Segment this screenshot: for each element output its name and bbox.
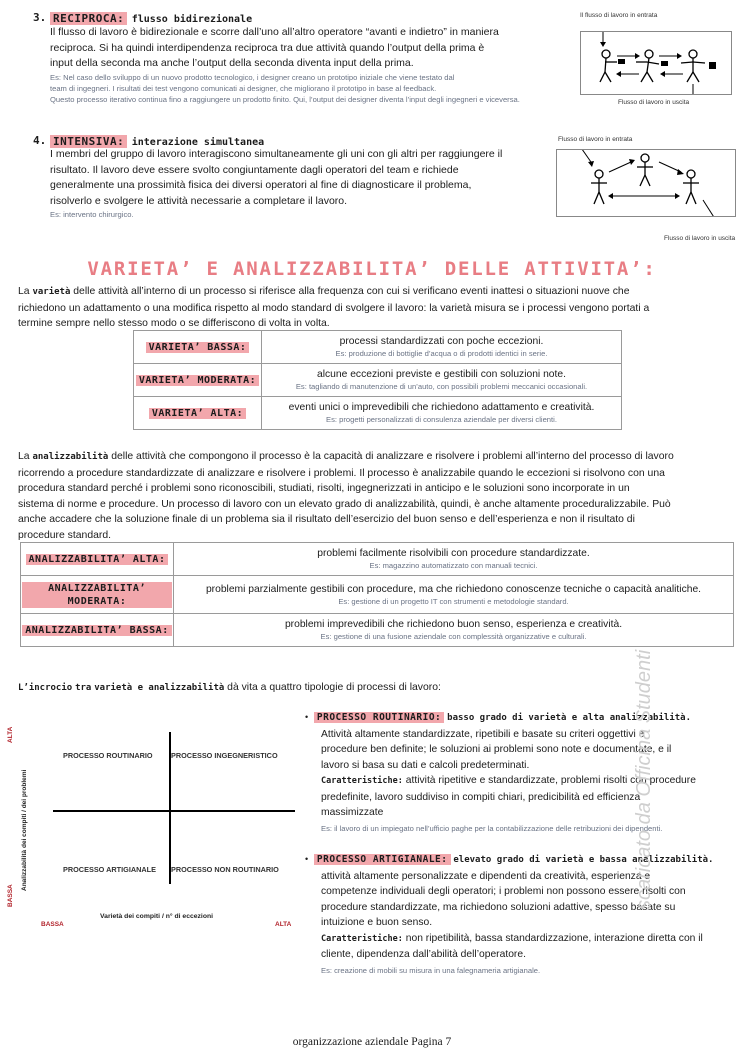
row-content-cell bbox=[174, 576, 734, 614]
analizz-table bbox=[20, 542, 734, 647]
analizz-paragraph bbox=[18, 449, 740, 543]
row-label: VARIETA’ MODERATA: bbox=[136, 375, 259, 386]
row-label-cell bbox=[134, 364, 262, 397]
row-content-cell bbox=[262, 364, 622, 397]
text-line: cliente, dipendenza dall’abilità dell’operatore. bbox=[321, 949, 526, 960]
page-footer: organizzazione aziendale Pagina 7 bbox=[292, 1036, 452, 1048]
intensiva-example bbox=[50, 209, 134, 220]
text-line: ricorrendo a procedure standardizzate di analizzare e risolvere i problemi. Il processo è analizzabile quando le eccezioni si risolvono con una bbox=[18, 467, 665, 479]
keyword: varietà bbox=[32, 287, 71, 297]
row-content-cell bbox=[174, 543, 734, 576]
text-line: procedure standard. bbox=[18, 529, 111, 541]
row-main: problemi facilmente risolvibili con procedure standardizzate. bbox=[317, 548, 590, 559]
text-line: risolverlo e svolgere le attività necessarie a completare il lavoro. bbox=[50, 194, 348, 207]
text-line: Questo processo iterativo continua fino a raggiungere un prodotto finito. Qui, l’output dei designer diventa l’input degli ingegneri e viceversa. bbox=[50, 95, 520, 104]
text-line: intuizione e buon senso. bbox=[321, 917, 433, 928]
text-word: La bbox=[18, 286, 30, 297]
table-row bbox=[134, 364, 622, 397]
text-line: procedure ben definite; le soluzioni ai problemi sono note e documentate, e il bbox=[321, 744, 672, 755]
figure-input-label: Flusso di lavoro in entrata bbox=[558, 136, 633, 143]
text-line: team di ingegneri. I risultati dei test vengono comunicati ai designer, che migliorano il prototipo in base al feedback. bbox=[50, 84, 437, 93]
example-prefix: Es: bbox=[50, 210, 61, 219]
row-label-cell bbox=[21, 543, 174, 576]
bullet: • bbox=[305, 712, 309, 722]
text-line: risultato. Il lavoro deve essere svolto congiuntamente dagli operatori del team e richiede bbox=[50, 163, 459, 176]
text-line: I membri del gruppo di lavoro interagiscono simultaneamente gli uni con gli altri per raggiungere il bbox=[50, 148, 503, 160]
reciproca-text bbox=[50, 25, 570, 72]
row-label-cell bbox=[134, 331, 262, 364]
table-row bbox=[21, 543, 734, 576]
y-axis-high: ALTA bbox=[7, 726, 14, 743]
reciproca-label: RECIPROCA: bbox=[50, 12, 127, 25]
reciproca-example bbox=[50, 72, 630, 105]
x-axis-label: Varietà dei compiti / n° di eccezioni bbox=[100, 913, 214, 920]
row-label: VARIETA’ BASSA: bbox=[146, 342, 250, 353]
artigianale-label: PROCESSO ARTIGIANALE: bbox=[314, 854, 451, 865]
text-line: predefinite, lavoro suddiviso in compiti chiari, predicibilità ed efficienza bbox=[321, 791, 641, 803]
table-row bbox=[21, 614, 734, 647]
row-label: VARIETA’ ALTA: bbox=[149, 408, 246, 419]
x-axis-low: BASSA bbox=[41, 921, 64, 928]
row-label-cell bbox=[21, 576, 174, 614]
varieta-table bbox=[133, 330, 622, 430]
routinario-label: PROCESSO ROUTINARIO: bbox=[314, 712, 444, 723]
table-row bbox=[134, 397, 622, 430]
row-main: processi standardizzati con poche eccezioni. bbox=[339, 336, 544, 347]
table-row bbox=[21, 576, 734, 614]
text-line: attività altamente personalizzate e dipendenti da creatività, esperienza e bbox=[321, 870, 651, 882]
row-content-cell bbox=[262, 331, 622, 364]
bullet: • bbox=[305, 854, 309, 864]
item-number: 3. bbox=[33, 11, 47, 24]
text-line: Attività altamente standardizzate, ripetibili e basate su criteri oggettivi e bbox=[321, 728, 645, 740]
text-line: il lavoro di un impiegato nell’ufficio paghe per la contabilizzazione delle retribuzioni dei dipendenti. bbox=[334, 823, 663, 833]
artigianale-block bbox=[305, 852, 735, 976]
intensiva-label: INTENSIVA: bbox=[50, 135, 127, 148]
incrocio-line bbox=[18, 680, 441, 697]
item-number: 4. bbox=[33, 134, 47, 147]
text-line: delle attività all’interno di un processo si riferisce alla frequenza con cui si verificano eventi inattesi o situazioni nuove che bbox=[73, 286, 630, 297]
example-prefix: Es: bbox=[50, 73, 61, 82]
quadrant-non-routinario: PROCESSO NON ROUTINARIO bbox=[171, 865, 279, 874]
quadrant-artigianale: PROCESSO ARTIGIANALE bbox=[63, 865, 156, 874]
row-content-cell bbox=[262, 397, 622, 430]
row-label-cell bbox=[134, 397, 262, 430]
section-title: VARIETA’ E ANALIZZABILITA’ DELLE ATTIVITA’: bbox=[87, 258, 657, 280]
intensiva-text bbox=[50, 147, 560, 209]
text-line: procedure standardizzate, ma richiedono soluzioni adattive, spesso basate su bbox=[321, 901, 676, 913]
intensiva-subtitle: interazione simultanea bbox=[131, 137, 265, 148]
row-main: problemi parzialmente gestibili con procedure, ma che richiedono conoscenze tecniche o capacità analitiche. bbox=[205, 583, 702, 595]
row-label: ANALIZZABILITA’ BASSA: bbox=[22, 625, 171, 636]
row-content-cell bbox=[174, 614, 734, 647]
varieta-paragraph bbox=[18, 284, 738, 332]
figure-output-label: Flusso di lavoro in uscita bbox=[664, 235, 736, 242]
keyword: L’incrocio bbox=[18, 683, 73, 693]
text-line: non ripetibilità, bassa standardizzazione, interazione diretta con il bbox=[405, 932, 703, 944]
text-word: La bbox=[18, 451, 30, 462]
text-line: Il flusso di lavoro è bidirezionale e scorre dall’uno all’altro operatore “avanti e indietro” in maniera bbox=[50, 26, 499, 38]
text-line: dà vita a quattro tipologie di processi di lavoro: bbox=[227, 682, 441, 693]
row-example: Es: produzione di bottiglie d’acqua o di prodotti identici in serie. bbox=[335, 349, 548, 358]
table-row bbox=[134, 331, 622, 364]
intensiva-diagram bbox=[557, 150, 735, 216]
characteristics-label: Caratteristiche: bbox=[321, 933, 403, 944]
text-line: sistema di norme e procedure. Un processo di lavoro con un elevato grado di analizzabilità, quindi, è anche altamente proceduralizzabile. Può bbox=[18, 498, 671, 510]
watermark: scaricato da Officina Studenti bbox=[633, 649, 655, 910]
text-line: termine sempre nello stesso modo o se differiscono di volta in volta. bbox=[18, 318, 330, 329]
text-line: intervento chirurgico. bbox=[63, 210, 134, 219]
figure-output-label: Flusso di lavoro in uscita bbox=[618, 99, 690, 106]
routinario-block bbox=[305, 710, 735, 834]
text-line: creazione di mobili su misura in una falegnameria artigianale. bbox=[334, 965, 541, 975]
text-line: anche accadere che la soluzione finale di un problema sia il risultato dell’esercizio del buon senso e dell’esperienza e non il risultato di bbox=[18, 514, 635, 525]
row-example: Es: gestione di una fusione aziendale con complessità organizzative e culturali. bbox=[320, 632, 587, 641]
reciproca-subtitle: flusso bidirezionale bbox=[131, 14, 253, 25]
x-axis-high: ALTA bbox=[275, 921, 292, 928]
example-prefix: Es: bbox=[321, 823, 332, 833]
text-line: Nel caso dello sviluppo di un nuovo prodotto tecnologico, i designer creano un prototipo iniziale che viene testato dal bbox=[63, 73, 455, 82]
keyword: analizzabilità bbox=[32, 452, 109, 462]
routinario-head: basso grado di varietà e alta analizzabilità. bbox=[447, 713, 691, 723]
keyword: varietà e analizzabilità bbox=[94, 683, 225, 693]
text-line: reciproca. Si ha quindi interdipendenza reciproca tra due attività quando l’output della prima è bbox=[50, 41, 485, 54]
y-axis-label: Analizzabilità dei compiti / dei problemi bbox=[21, 769, 28, 891]
text-line: delle attività che compongono il processo è la capacità di analizzare e risolvere i problemi all’interno del processo di lavoro bbox=[111, 451, 674, 462]
text-line: procedura standard perché i problemi sono riconoscibili, studiati, risolti, ingegnerizzati in anticipo e le soluzioni sono incorporate in un bbox=[18, 483, 630, 494]
keyword: tra bbox=[75, 683, 92, 693]
matrix-horizontal-axis bbox=[53, 810, 295, 812]
figure-box bbox=[556, 149, 736, 217]
text-line: richiedono un adattamento o una modifica rispetto al modo standard di svolgere il lavoro: la varietà misura se i processi vengono portati a bbox=[18, 302, 650, 314]
text-line: input della seconda ma anche l’output della seconda diventa input della prima. bbox=[50, 57, 414, 69]
row-label: ANALIZZABILITA’ ALTA: bbox=[26, 554, 169, 565]
text-line: attività ripetitive e standardizzate, problemi risolti con procedure bbox=[405, 775, 696, 786]
intensiva-figure bbox=[556, 136, 736, 242]
text-line: lavoro si basa su dati e calcoli predeterminati. bbox=[321, 759, 530, 771]
row-main: alcune eccezioni previste e gestibili con soluzioni note. bbox=[317, 369, 566, 380]
figure-box bbox=[580, 31, 732, 95]
row-main: problemi imprevedibili che richiedono buon senso, esperienza e creatività. bbox=[284, 619, 623, 630]
row-example: Es: gestione di un progetto IT con strumenti e metodologie standard. bbox=[338, 596, 569, 606]
quadrant-routinario: PROCESSO ROUTINARIO bbox=[63, 751, 153, 760]
process-matrix bbox=[5, 715, 300, 935]
row-label: ANALIZZABILITA’ MODERATA: bbox=[22, 582, 172, 608]
y-axis-low: BASSA bbox=[7, 884, 14, 907]
row-label-cell bbox=[21, 614, 174, 647]
reciproca-diagram bbox=[581, 32, 731, 94]
characteristics-label: Caratteristiche: bbox=[321, 776, 403, 786]
artigianale-head: elevato grado di varietà e bassa analizzabilità. bbox=[453, 855, 714, 865]
reciproca-figure bbox=[580, 12, 730, 106]
row-example: Es: magazzino automatizzato con manuali tecnici. bbox=[369, 561, 538, 570]
text-line: massimizzate bbox=[321, 807, 384, 818]
figure-input-label: Il flusso di lavoro in entrata bbox=[580, 12, 658, 19]
text-line: competenze individuali degli operatori; i problemi non possono essere risolti con bbox=[321, 886, 686, 897]
example-prefix: Es: bbox=[321, 965, 332, 975]
row-example: Es: tagliando di manutenzione di un’auto, con possibili problemi meccanici occasionali. bbox=[295, 382, 588, 391]
row-main: eventi unici o imprevedibili che richiedono adattamento e creatività. bbox=[288, 402, 595, 413]
row-example: Es: progetti personalizzati di consulenza aziendale per diversi clienti. bbox=[326, 415, 557, 424]
quadrant-ingegneristico: PROCESSO INGEGNERISTICO bbox=[171, 751, 278, 760]
text-line: generalmente una prossimità fisica dei diversi operatori al fine di diagnosticare il problema, bbox=[50, 179, 472, 191]
